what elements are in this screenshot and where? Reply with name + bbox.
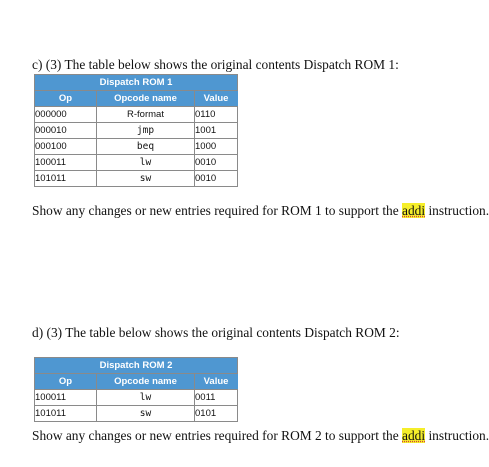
instruction-c [32, 203, 489, 219]
instruction-text: instruction. [425, 428, 489, 443]
cell-op: 000100 [35, 139, 97, 155]
column-header-value: Value [195, 91, 238, 107]
table-title: Dispatch ROM 2 [35, 358, 238, 374]
cell-op: 000000 [35, 107, 97, 123]
cell-value: 0010 [195, 171, 238, 187]
cell-op: 000010 [35, 123, 97, 139]
cell-opcode-name: sw [97, 171, 195, 187]
cell-value: 0010 [195, 155, 238, 171]
cell-opcode-name: sw [97, 406, 195, 422]
column-header-op: Op [35, 91, 97, 107]
dispatch-rom-2-table [34, 357, 238, 422]
dispatch-rom-1-table [34, 74, 238, 187]
instruction-text: Show any changes or new entries required for ROM 1 to support the [32, 203, 403, 218]
table-row [35, 155, 238, 171]
table-row [35, 123, 238, 139]
question-c: c) (3) The table below shows the original contents Dispatch ROM 1: [32, 57, 399, 72]
highlighted-term: addi [402, 203, 426, 218]
highlighted-term: addi [402, 428, 426, 443]
cell-opcode-name: jmp [97, 123, 195, 139]
cell-value: 0110 [195, 107, 238, 123]
cell-value: 0101 [195, 406, 238, 422]
column-header-opcode-name: Opcode name [97, 91, 195, 107]
table-row [35, 171, 238, 187]
table-row [35, 139, 238, 155]
cell-value: 1001 [195, 123, 238, 139]
column-header-value: Value [195, 374, 238, 390]
instruction-d [32, 428, 489, 444]
cell-value: 0011 [195, 390, 238, 406]
cell-value: 1000 [195, 139, 238, 155]
instruction-text: Show any changes or new entries required for ROM 2 to support the [32, 428, 403, 443]
column-header-op: Op [35, 374, 97, 390]
cell-op: 101011 [35, 171, 97, 187]
table-row [35, 406, 238, 422]
cell-op: 100011 [35, 390, 97, 406]
column-header-opcode-name: Opcode name [97, 374, 195, 390]
cell-opcode-name: beq [97, 139, 195, 155]
cell-op: 101011 [35, 406, 97, 422]
table-row [35, 390, 238, 406]
cell-opcode-name: R-format [97, 107, 195, 123]
cell-op: 100011 [35, 155, 97, 171]
cell-opcode-name: lw [97, 390, 195, 406]
table-row [35, 107, 238, 123]
table-title: Dispatch ROM 1 [35, 75, 238, 91]
cell-opcode-name: lw [97, 155, 195, 171]
question-d: d) (3) The table below shows the original contents Dispatch ROM 2: [32, 325, 400, 340]
instruction-text: instruction. [425, 203, 489, 218]
